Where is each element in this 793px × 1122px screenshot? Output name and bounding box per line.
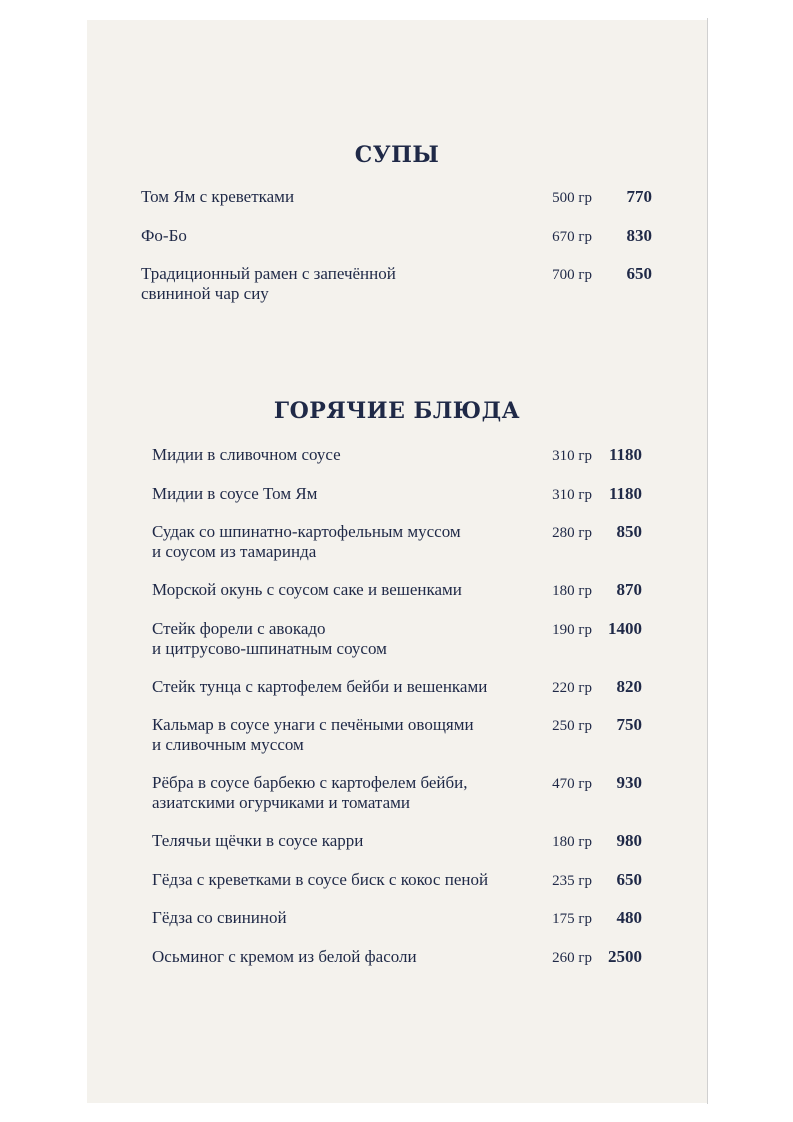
item-name: Мидии в сливочном соусе	[152, 445, 341, 464]
item-weight: 175 гр	[552, 911, 592, 927]
item-price: 980	[616, 831, 642, 850]
item-weight: 190 гр	[552, 622, 592, 638]
menu-item	[152, 484, 652, 524]
menu-item	[152, 715, 652, 759]
section-title-soups: СУПЫ	[354, 142, 440, 168]
item-price: 830	[626, 226, 652, 245]
item-name: Фо-Бо	[141, 226, 187, 245]
item-name: Том Ям с креветками	[141, 187, 295, 206]
section-title-hot-dishes: ГОРЯЧИЕ БЛЮДА	[273, 398, 521, 424]
item-name: Судак со шпинатно-картофельным муссом и соусом из тамаринда	[152, 522, 461, 561]
menu-item	[152, 773, 652, 817]
item-weight: 500 гр	[552, 190, 592, 206]
page-edge-line	[707, 18, 708, 1104]
item-price: 820	[616, 677, 642, 696]
menu-item	[152, 522, 652, 566]
item-weight: 280 гр	[552, 525, 592, 541]
item-name: Кальмар в соусе унаги с печёными овощями и сливочным муссом	[152, 715, 474, 754]
menu-item	[141, 187, 661, 227]
item-price: 2500	[608, 947, 642, 966]
menu-item	[152, 908, 652, 948]
item-price: 930	[616, 773, 642, 792]
menu-item	[152, 947, 652, 987]
item-weight: 220 гр	[552, 680, 592, 696]
item-weight: 310 гр	[552, 448, 592, 464]
menu-item	[141, 226, 661, 266]
menu-item	[152, 445, 652, 485]
item-weight: 700 гр	[552, 267, 592, 283]
item-price: 770	[626, 187, 652, 206]
item-name: Осьминог с кремом из белой фасоли	[152, 947, 417, 966]
item-name: Стейк тунца с картофелем бейби и вешенками	[152, 677, 488, 696]
item-weight: 260 гр	[552, 950, 592, 966]
item-name: Гёдза с креветками в соусе биск с кокос пеной	[152, 870, 489, 889]
item-price: 650	[626, 264, 652, 283]
item-price: 1180	[608, 484, 642, 503]
item-weight: 180 гр	[552, 834, 592, 850]
item-price: 870	[616, 580, 642, 599]
menu-item	[141, 264, 661, 308]
menu-item	[152, 831, 652, 871]
item-name: Рёбра в соусе барбекю с картофелем бейби, азиатскими огурчиками и томатами	[152, 773, 468, 812]
item-price: 1400	[608, 619, 642, 638]
menu-item	[152, 580, 652, 620]
item-price: 480	[616, 908, 642, 927]
item-name: Традиционный рамен с запечённой свининой чар сиу	[141, 264, 396, 303]
item-price: 650	[616, 870, 642, 889]
item-weight: 310 гр	[552, 487, 592, 503]
menu-item	[152, 677, 652, 717]
item-weight: 670 гр	[552, 229, 592, 245]
item-price: 750	[616, 715, 642, 734]
item-weight: 180 гр	[552, 583, 592, 599]
menu-item	[152, 870, 652, 910]
item-name: Стейк форели с авокадо и цитрусово-шпинатным соусом	[152, 619, 387, 658]
menu-item	[152, 619, 652, 663]
item-weight: 470 гр	[552, 776, 592, 792]
item-price: 850	[616, 522, 642, 541]
item-name: Гёдза со свининой	[152, 908, 287, 927]
menu-page	[87, 20, 707, 1103]
item-price: 1180	[608, 445, 642, 464]
item-name: Телячьи щёчки в соусе карри	[152, 831, 364, 850]
item-name: Мидии в соусе Том Ям	[152, 484, 318, 503]
item-weight: 250 гр	[552, 718, 592, 734]
item-weight: 235 гр	[552, 873, 592, 889]
item-name: Морской окунь с соусом саке и вешенками	[152, 580, 462, 599]
